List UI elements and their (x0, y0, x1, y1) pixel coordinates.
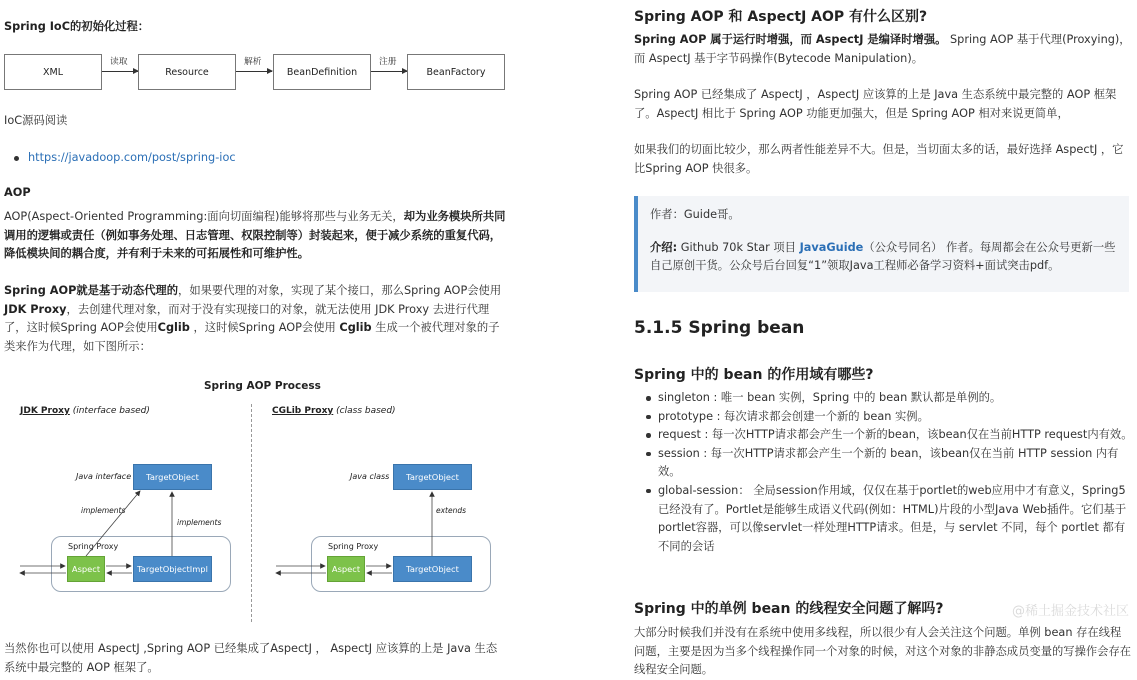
ioc-link-item (4, 149, 236, 168)
quote-intro-text-2: （公众号同名） 作者。每周都会在公众号更新一些自己原创干货。公众号后台回复“1”领取Java工程师必备学习资料+面试突击pdf。 (650, 240, 1116, 273)
aop-para2-text-3: ，这时候Spring AOP会使用 (189, 321, 340, 335)
flow-label-parse: 解析 (244, 57, 262, 67)
aop-para2-bold: Spring AOP就是基于动态代理的 (4, 284, 179, 297)
aop-para2-jdk: JDK Proxy (4, 302, 67, 316)
flow-label-read: 读取 (110, 57, 128, 67)
aop-para1-bold: 却为业务模块所共同调用的逻辑或责任（例如事务处理、日志管理、权限控制等）封装起来 (4, 210, 506, 242)
cglib-proxy-label: CGLib Proxy (272, 406, 334, 416)
flow-arrow (236, 71, 272, 72)
quote-intro-text: Github 70k Star 项目 (677, 240, 800, 254)
section-title: 5.1.5 Spring bean (634, 318, 805, 338)
cglib-spring-proxy-label: Spring Proxy (328, 542, 379, 551)
flow-arrow (102, 71, 138, 72)
aop-paragraph-1 (4, 208, 506, 264)
aop-para1-bold-2: ，便于减少系统的重复代码，降低模块间的耦合度，并有利于未来的可拓展性和可维护性。 (4, 228, 502, 261)
aop-paragraph-2 (4, 282, 506, 356)
author-quote-box (634, 196, 1129, 292)
quote-author: 作者：Guide哥。 (650, 208, 740, 221)
list-item: singleton : 唯一 bean 实例，Spring 中的 bean 默认都是单例的。 (634, 389, 1134, 408)
aop-vs-paragraph-2: Spring AOP 已经集成了 AspectJ ，AspectJ 应该算的上是 Java 生态系统中最完整的 AOP 框架了。AspectJ 相比于 Spring AOP 功能更加强大，但是 Spring AOP 相对来说更简单， (634, 88, 1117, 120)
aop-vs-paragraph-3: 如果我们的切面比较少，那么两者性能差异不大。但是，当切面太多的话，最好选择 AspectJ ，它比Spring AOP 快很多。 (634, 143, 1124, 175)
list-item: prototype : 每次请求都会创建一个新的 bean 实例。 (634, 408, 1134, 427)
quote-intro-label: 介绍: (650, 240, 678, 254)
aop-para2-cglib: Cglib (157, 321, 190, 335)
java-interface-label: Java interface (76, 472, 132, 481)
quote-intro (650, 239, 1117, 276)
jdk-implements-label-2: implements (177, 518, 222, 527)
jdk-target-impl-box: TargetObjectImpl (133, 556, 212, 582)
flow-box-xml: XML (4, 54, 102, 90)
thread-safety-paragraph: 大部分时候我们并没有在系统中使用多线程，所以很少有人会关注这个问题。单例 bean 存在线程问题，主要是因为当多个线程操作同一个对象的时候，对这个对象的非静态成员变量的写操作会存在线程安全问题。 (634, 626, 1132, 677)
list-item: request : 每一次HTTP请求都会产生一个新的bean，该bean仅在当前HTTP request内有效。 (634, 426, 1134, 445)
cglib-proxy-sub: (class based) (336, 406, 396, 416)
aop-heading: AOP (4, 186, 31, 199)
aop-para2-text: ，如果要代理的对象，实现了某个接口，那么Spring AOP会使用 (178, 284, 502, 297)
java-class-label: Java class (350, 472, 390, 481)
jdk-implements-label-1: implements (81, 506, 126, 515)
watermark: @稀土掘金技术社区 (1011, 604, 1129, 619)
ioc-heading: Spring IoC的初始化过程： (4, 20, 150, 33)
cglib-target-object-box: TargetObject (393, 464, 472, 490)
flow-box-resource: Resource (138, 54, 236, 90)
ioc-source-link[interactable]: https://javadoop.com/post/spring-ioc (28, 151, 236, 164)
cglib-extends-label: extends (436, 506, 467, 515)
jdk-aspect-box: Aspect (67, 556, 105, 582)
flow-box-beanfactory: BeanFactory (407, 54, 505, 90)
jdk-proxy-label: JDK Proxy (20, 406, 70, 416)
ioc-source-label: IoC源码阅读 (4, 114, 68, 127)
flow-box-beandefinition: BeanDefinition (273, 54, 371, 90)
list-item: global-session： 全局session作用域，仅仅在基于portlet的web应用中才有意义，Spring5已经没有了。Portlet是能够生成语义代码(例如：HTML)片段的小型Java Web插件。它们基于portlet容器，可以像servlet一样处理HTTP请求。但是，与 servlet 不同，每个 portlet 都有不同的会话 (634, 482, 1134, 556)
bean-scope-list (634, 389, 1134, 556)
aspectj-paragraph: 当然你也可以使用 AspectJ ,Spring AOP 已经集成了AspectJ ， AspectJ 应该算的上是 Java 生态系统中最完整的 AOP 框架了。 (4, 642, 498, 674)
jdk-spring-proxy-label: Spring Proxy (68, 542, 119, 551)
ioc-flow-diagram (4, 48, 510, 96)
list-item: session : 每一次HTTP请求都会产生一个新的 bean，该bean仅在当前 HTTP session 内有效。 (634, 445, 1134, 482)
aop-vs-aspectj-heading: Spring AOP 和 AspectJ AOP 有什么区别? (634, 9, 928, 25)
jdk-aspect-to-interface-arrow (86, 491, 140, 556)
cglib-target-object-inner-box: TargetObject (393, 556, 472, 582)
diagram-title: Spring AOP Process (204, 380, 321, 392)
aop-vs-text: Spring AOP 基于代理(Proxying)，而 AspectJ 基于字节码操作(Bytecode Manipulation)。 (634, 33, 1131, 65)
flow-arrow (371, 71, 407, 72)
jdk-proxy-sub: (interface based) (72, 406, 150, 416)
diagram-connectors (0, 372, 506, 626)
aop-para2-text-4: 生成一个被代理对象的子类来作为代理，如下图所示： (4, 321, 500, 353)
bean-scope-heading: Spring 中的 bean 的作用域有哪些? (634, 367, 874, 383)
cglib-aspect-box: Aspect (327, 556, 365, 582)
aop-para1-text: AOP(Aspect-Oriented Programming:面向切面编程)能够将那些与业务无关， (4, 210, 404, 223)
aop-vs-bold: Spring AOP 属于运行时增强，而 AspectJ 是编译时增强。 (634, 33, 947, 46)
flow-label-register: 注册 (379, 57, 397, 67)
javaguide-link[interactable]: JavaGuide (799, 240, 864, 254)
jdk-target-object-box: TargetObject (133, 464, 212, 490)
aop-vs-paragraph-1 (634, 31, 1132, 68)
thread-safety-heading: Spring 中的单例 bean 的线程安全问题了解吗? (634, 601, 944, 617)
aop-para2-cglib-2: Cglib (339, 321, 372, 335)
aop-para2-text-2: ，去创建代理对象，而对于没有实现接口的对象，就无法使用 JDK Proxy 去进行代理了，这时候Spring AOP会使用 (4, 302, 490, 335)
spring-aop-process-diagram (0, 372, 506, 626)
